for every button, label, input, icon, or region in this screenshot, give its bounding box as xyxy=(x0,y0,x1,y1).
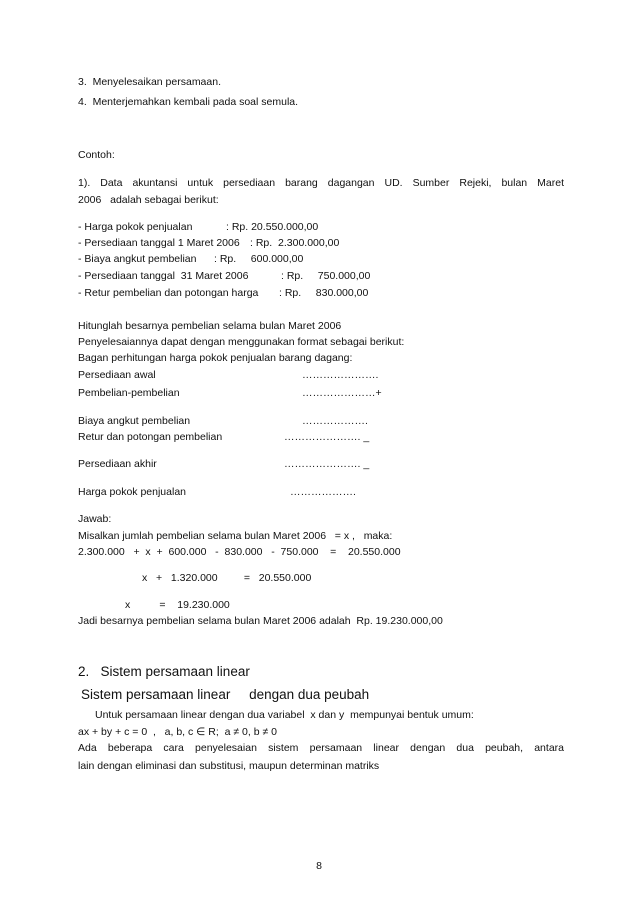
data-item-label: - Persediaan tanggal 1 Maret 2006 xyxy=(78,237,240,249)
list-item-4: 4. Menterjemahkan kembali pada soal semula. xyxy=(78,96,299,108)
format-row-dots: …………………. _ xyxy=(284,431,370,443)
section-heading: 2. Sistem persamaan linear xyxy=(78,664,250,679)
format-row-dots: ………………. xyxy=(302,415,368,427)
problem-intro-line1: 1). Data akuntansi untuk persediaan barang dagangan UD. Sumber Rejeki, bulan Maret xyxy=(78,177,564,189)
format-row-label: Persediaan akhir xyxy=(78,458,157,470)
data-item-label: - Persediaan tanggal 31 Maret 2006 xyxy=(78,270,249,282)
answer-conclusion: Jadi besarnya pembelian selama bulan Maret 2006 adalah Rp. 19.230.000,00 xyxy=(78,615,443,627)
data-item-label: - Harga pokok penjualan xyxy=(78,221,193,233)
example-label: Contoh: xyxy=(78,149,115,161)
data-item-value: : Rp. 750.000,00 xyxy=(281,270,371,282)
data-item-value: : Rp. 830.000,00 xyxy=(279,287,369,299)
format-row-label: Persediaan awal xyxy=(78,369,156,381)
data-item-value: : Rp. 20.550.000,00 xyxy=(226,221,319,233)
data-item-value: : Rp. 2.300.000,00 xyxy=(250,237,340,249)
paragraph-line: ax + by + c = 0 , a, b, c ∈ R; a ≠ 0, b ≠ 0 xyxy=(78,726,277,738)
answer-equation: x = 19.230.000 xyxy=(125,599,230,611)
format-row-dots: …………………+ xyxy=(302,387,382,399)
format-row-label: Pembelian-pembelian xyxy=(78,387,180,399)
answer-equation: x + 1.320.000 = 20.550.000 xyxy=(142,572,312,584)
answer-label: Jawab: xyxy=(78,513,112,525)
section-subheading: Sistem persamaan linear dengan dua peubah xyxy=(81,687,370,702)
question-line: Bagan perhitungan harga pokok penjualan barang dagang: xyxy=(78,352,353,364)
format-row-dots: …………………. xyxy=(302,369,379,381)
paragraph-line: Ada beberapa cara penyelesaian sistem persamaan linear dengan dua peubah, antara xyxy=(78,742,564,754)
problem-intro-line2: 2006 adalah sebagai berikut: xyxy=(78,194,219,206)
paragraph-line: Untuk persamaan linear dengan dua variabel x dan y mempunyai bentuk umum: xyxy=(95,709,474,721)
format-row-label: Retur dan potongan pembelian xyxy=(78,431,223,443)
format-row-dots: …………………. _ xyxy=(284,458,370,470)
page-number: 8 xyxy=(316,860,322,872)
format-row-label: Biaya angkut pembelian xyxy=(78,415,191,427)
question-line: Penyelesaiannya dapat dengan menggunakan format sebagai berikut: xyxy=(78,336,405,348)
format-row-label: Harga pokok penjualan xyxy=(78,486,186,498)
data-item-label: - Biaya angkut pembelian xyxy=(78,253,197,265)
answer-line: Misalkan jumlah pembelian selama bulan Maret 2006 = x , maka: xyxy=(78,530,393,542)
question-line: Hitunglah besarnya pembelian selama bulan Maret 2006 xyxy=(78,320,342,332)
answer-equation: 2.300.000 + x + 600.000 - 830.000 - 750.000 = 20.550.000 xyxy=(78,546,401,558)
format-row-dots: ………………. xyxy=(290,486,356,498)
paragraph-line: lain dengan eliminasi dan substitusi, maupun determinan matriks xyxy=(78,760,380,772)
data-item-value: : Rp. 600.000,00 xyxy=(214,253,304,265)
list-item-3: 3. Menyelesaikan persamaan. xyxy=(78,76,221,88)
data-item-label: - Retur pembelian dan potongan harga xyxy=(78,287,259,299)
